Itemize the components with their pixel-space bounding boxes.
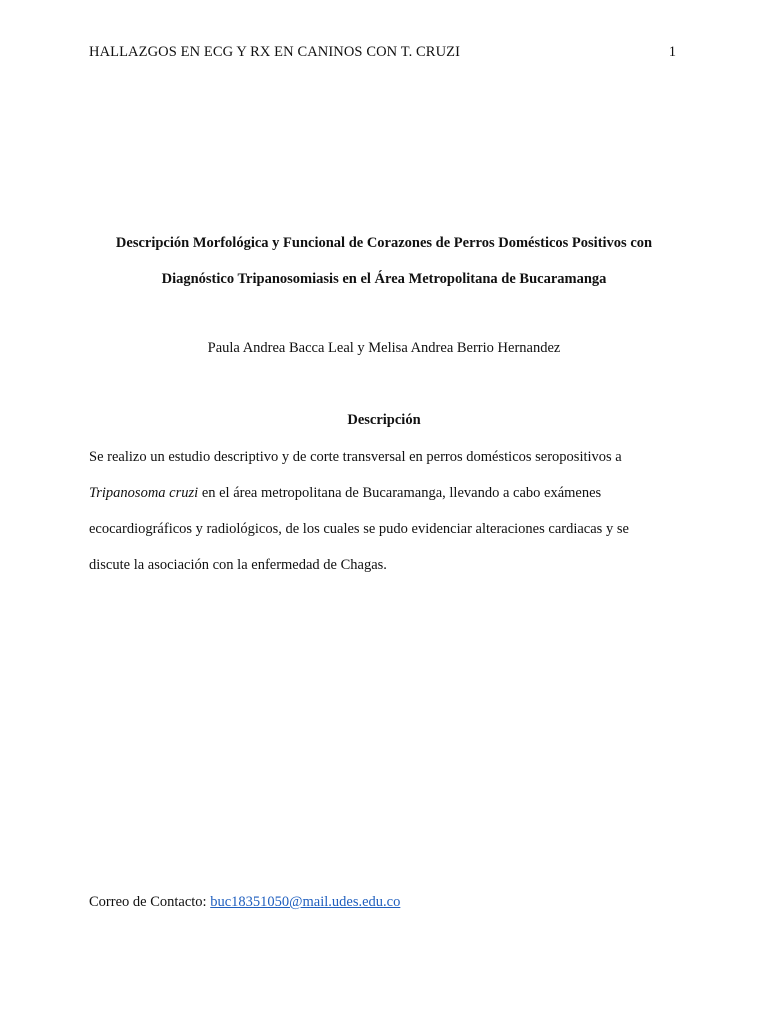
abstract-paragraph (89, 439, 689, 583)
species-name: Tripanosoma cruzi (89, 485, 199, 501)
paper-title (60, 225, 708, 297)
page-number: 1 (668, 44, 676, 60)
section-heading: Descripción (347, 412, 421, 428)
abstract-line-1: Se realizo un estudio descriptivo y de corte transversal en perros domésticos seropositivos a (89, 449, 622, 465)
paper-title-line-2: Diagnóstico Tripanosomiasis en el Área Metropolitana de Bucaramanga (161, 271, 607, 287)
abstract-line-4: discute la asociación con la enfermedad de Chagas. (89, 557, 387, 573)
contact-line (89, 894, 400, 911)
abstract-line-3: ecocardiográficos y radiológicos, de los cuales se pudo evidenciar alteraciones cardiacas y se (89, 521, 629, 537)
abstract-line-2-rest: en el área metropolitana de Bucaramanga, llevando a cabo exámenes (198, 485, 602, 501)
contact-email-link[interactable]: buc18351050@mail.udes.edu.co (210, 894, 401, 910)
contact-label: Correo de Contacto: (89, 894, 211, 910)
paper-title-line-1: Descripción Morfológica y Funcional de Corazones de Perros Domésticos Positivos con (115, 235, 653, 251)
running-head: HALLAZGOS EN ECG Y RX EN CANINOS CON T. CRUZI (89, 44, 461, 60)
authors: Paula Andrea Bacca Leal y Melisa Andrea Berrio Hernandez (207, 340, 561, 356)
abstract-line-2 (89, 475, 689, 511)
